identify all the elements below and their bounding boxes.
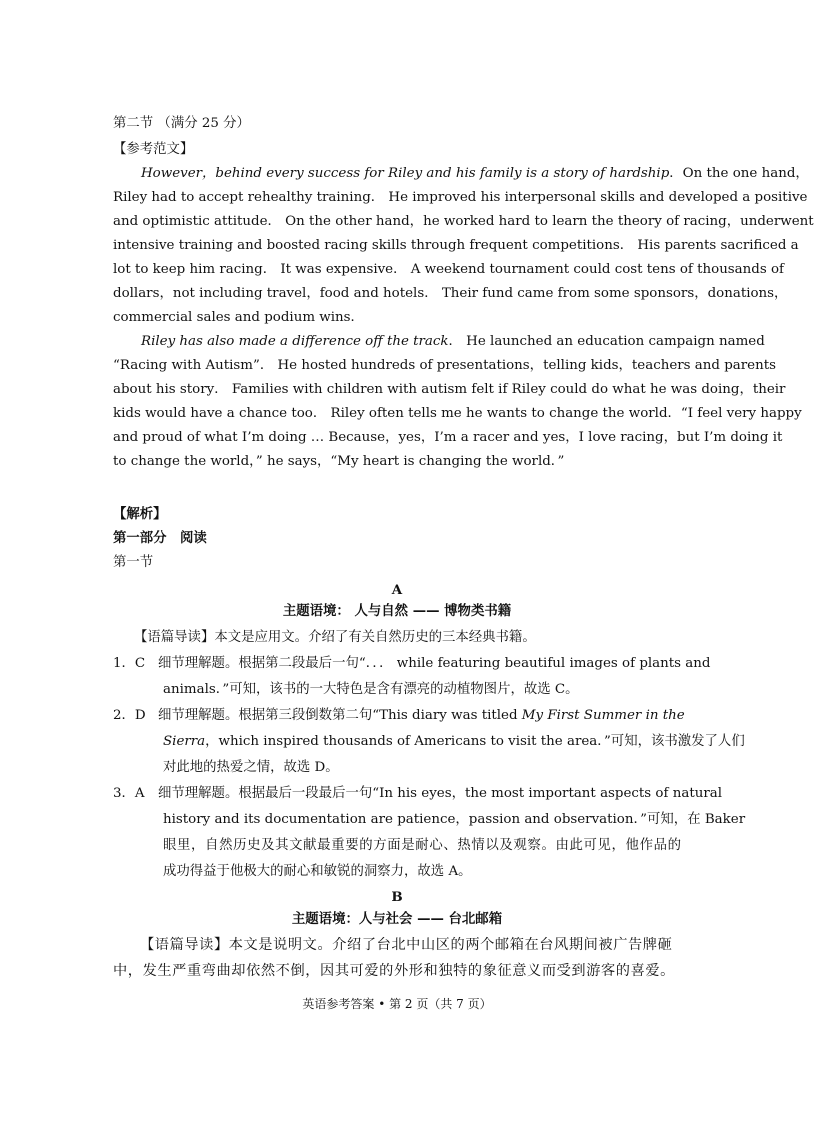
q1-line2: animals．”可知，该书的一大特色是含有漂亮的动植物图片，故选 C。: [163, 682, 579, 697]
passage-b-letter: B: [391, 889, 403, 905]
para1-line4: intensive training and boosted racing skills through frequent competitions． His parents sacrificed a: [113, 238, 799, 253]
passage-a-letter: A: [391, 582, 403, 598]
para1-line5: lot to keep him racing． It was expensive． A weekend tournament could cost tens of thousands of: [113, 262, 785, 277]
para1-line1-rest: ．On the one hand，: [669, 166, 809, 181]
q1-line1: 细节理解题。根据第二段最后一句“．．． while featuring beautiful images of plants and: [158, 656, 711, 671]
para2-italic-sentence: Riley has also made a difference off the track: [141, 334, 449, 349]
para2-line3: about his story． Families with children with autism felt if Riley could do what he was doing，their: [113, 382, 786, 397]
para1-line2: Riley had to accept rehealthy training． He improved his interpersonal skills and developed a positive: [113, 190, 808, 205]
q3-answer: 3．A: [113, 786, 145, 801]
q2-line2-rest: ，which inspired thousands of Americans to visit the area．”可知，该书激发了人们: [205, 734, 745, 749]
para2-line4: kids would have a chance too． Riley often tells me he wants to change the world．“I feel very happy: [113, 406, 802, 421]
q2-line2: [163, 734, 745, 750]
passage-a-theme: 主题语境： 人与自然 —— 博物类书籍: [282, 604, 512, 619]
passage-b-guide-line2: 中，发生严重弯曲却依然不倒，因其可爱的外形和独特的象征意义而受到游客的喜爱。: [113, 963, 675, 979]
q2-title-part2: Sierra: [163, 734, 206, 749]
para2-line2: “Racing with Autism”． He hosted hundreds of presentations，telling kids，teachers and parents: [113, 358, 776, 373]
para2-line1: [141, 334, 765, 350]
para1-line7: commercial sales and podium wins．: [113, 310, 364, 325]
q3-line3: 眼里，自然历史及其文献最重要的方面是耐心、热情以及观察。由此可见，他作品的: [163, 838, 681, 853]
section-header: 第二节 （满分 25 分）: [113, 116, 250, 131]
section1-heading: 第一节: [113, 555, 154, 570]
analysis-label: 【解析】: [113, 506, 167, 522]
para1-line3: and optimistic attitude． On the other hand，he worked hard to learn the theory of racing，underwent: [113, 214, 814, 229]
q2-line1-pre: 细节理解题。根据第三段倒数第二句“This diary was titled: [158, 708, 522, 723]
sample-essay-label: 【参考范文】: [113, 142, 194, 157]
para1-line1: [141, 166, 809, 182]
q3-line4: 成功得益于他极大的耐心和敏锐的洞察力，故选 A。: [163, 864, 472, 879]
q2-title-part1: My First Summer in the: [521, 708, 685, 723]
para2-line6: to change the world，” he says，“My heart is changing the world．”: [113, 454, 565, 469]
passage-a-guide: 【语篇导读】本文是应用文。介绍了有关自然历史的三本经典书籍。: [134, 630, 536, 645]
page-footer: 英语参考答案 • 第 2 页（共 7 页）: [302, 997, 492, 1011]
q3-line2: history and its documentation are patience，passion and observation．”可知，在 Baker: [163, 812, 746, 827]
q2-answer: 2．D: [113, 708, 146, 723]
para2-line1-rest: ． He launched an education campaign named: [448, 334, 765, 349]
q2-line3: 对此地的热爱之情，故选 D。: [163, 760, 339, 775]
q2-line1: [158, 708, 685, 724]
para1-line6: dollars，not including travel，food and hotels． Their fund came from some sponsors，donations，: [113, 286, 788, 301]
part1-heading: 第一部分 阅读: [113, 530, 207, 546]
q3-line1: 细节理解题。根据最后一段最后一句“In his eyes，the most important aspects of natural: [158, 786, 722, 801]
para1-italic-sentence: However，behind every success for Riley and his family is a story of hardship: [141, 166, 670, 181]
q1-answer: 1．C: [113, 656, 146, 671]
para2-line5: and proud of what I’m doing … Because，yes，I’m a racer and yes，I love racing，but I’m doing it: [113, 430, 783, 445]
passage-b-theme: 主题语境：人与社会 —— 台北邮箱: [291, 912, 503, 927]
passage-b-guide-line1: 【语篇导读】本文是说明文。介绍了台北中山区的两个邮箱在台风期间被广告牌砸: [140, 937, 673, 953]
